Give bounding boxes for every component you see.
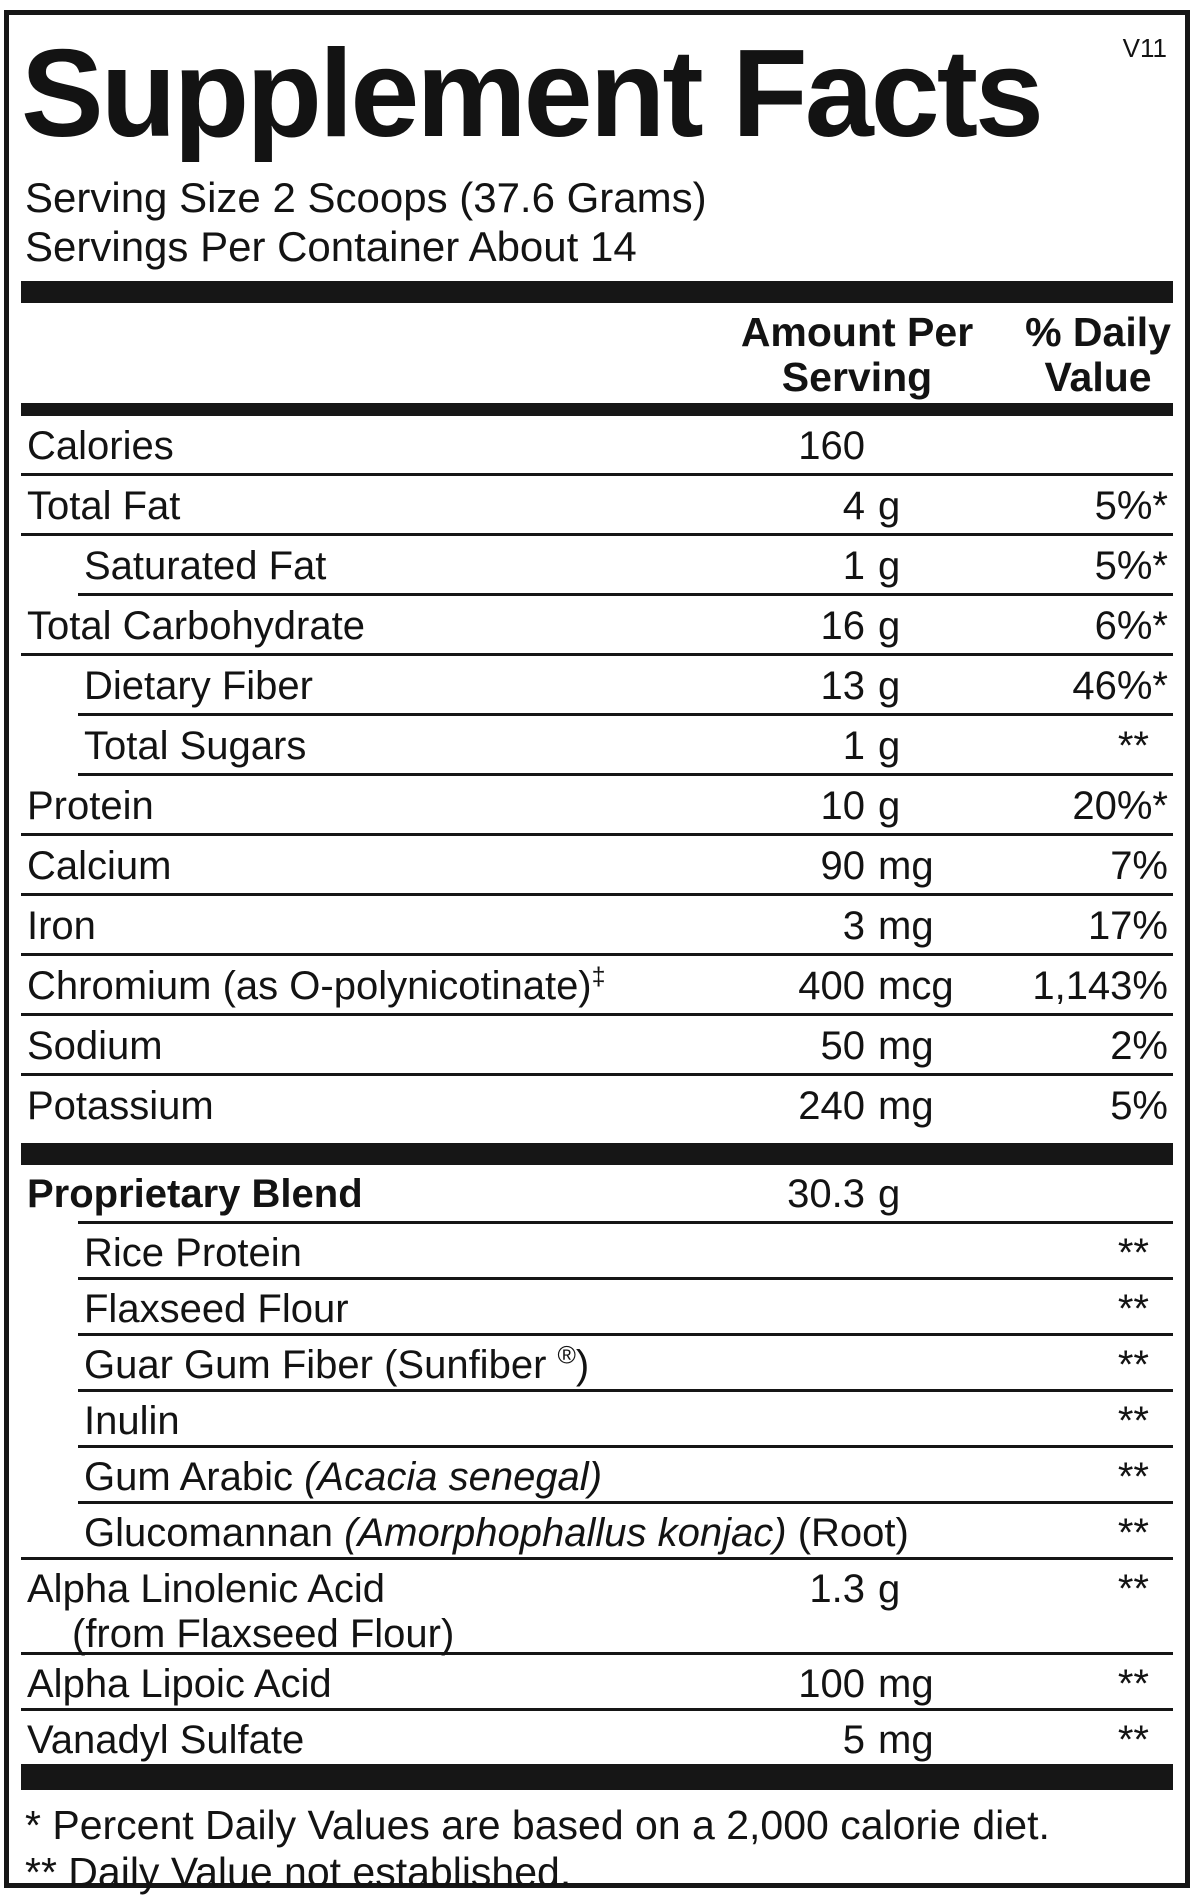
row-daily-value: 20%* (1072, 784, 1168, 828)
row-amount-value: 100 (798, 1662, 865, 1706)
row-name (27, 1084, 214, 1128)
blend-divider-bar (21, 1143, 1173, 1165)
name-text: Total Fat (27, 484, 181, 528)
footnote-not-established: ** Daily Value not established. (25, 1849, 572, 1895)
name-text: Vanadyl Sulfate (27, 1718, 305, 1762)
row-amount-unit: g (878, 604, 901, 648)
panel-content (9, 25, 1185, 1896)
table-row (21, 1336, 1173, 1389)
row-amount-unit: mg (878, 1718, 934, 1762)
table-row (21, 1504, 1173, 1557)
version-code: V11 (1122, 33, 1167, 63)
row-amount-value: 1 (842, 544, 865, 588)
row-daily-value: ** (1117, 1511, 1149, 1555)
table-row (21, 656, 1173, 713)
table-row (21, 1016, 1173, 1073)
row-amount-unit: mcg (878, 964, 954, 1008)
daily-value-column-header (998, 310, 1198, 400)
name-text: (Amorphophallus konjac) (344, 1511, 787, 1555)
row-daily-value: ** (1117, 1287, 1149, 1331)
table-row (21, 536, 1173, 593)
row-name (27, 1662, 332, 1706)
row-amount-unit: g (878, 784, 901, 828)
serving-size: Serving Size 2 Scoops (37.6 Grams) (25, 174, 707, 221)
row-daily-value: 7% (1110, 844, 1168, 888)
name-text: Calcium (27, 844, 172, 888)
table-row (21, 776, 1173, 833)
row-amount-unit: g (878, 1172, 901, 1216)
row-name (84, 664, 313, 708)
row-name (84, 1343, 589, 1387)
name-text: (Acacia senegal) (304, 1455, 603, 1499)
table-row (21, 476, 1173, 533)
table-row (21, 1076, 1173, 1133)
name-superscript: ‡ (591, 962, 606, 991)
row-amount-unit: mg (878, 1662, 934, 1706)
servings-per-container: Servings Per Container About 14 (25, 223, 637, 270)
row-daily-value: 17% (1087, 904, 1168, 948)
row-daily-value: 1,143% (1032, 964, 1168, 1008)
row-name (84, 724, 306, 768)
table-row (21, 416, 1173, 473)
row-name (27, 1024, 163, 1068)
name-text: Guar Gum Fiber (Sunfiber (84, 1343, 558, 1387)
row-name-subline: (from Flaxseed Flour) (72, 1612, 455, 1656)
row-amount-unit: g (878, 544, 901, 588)
column-headers (21, 303, 1173, 403)
row-amount-value: 5 (842, 1718, 865, 1762)
name-text: Saturated Fat (84, 544, 327, 588)
row-amount-unit: g (878, 1567, 901, 1611)
row-name (84, 1287, 349, 1331)
row-daily-value: ** (1117, 1662, 1149, 1706)
name-text: Sodium (27, 1024, 163, 1068)
name-text: Alpha Linolenic Acid (27, 1567, 386, 1611)
row-amount-value: 50 (820, 1024, 865, 1068)
row-daily-value: ** (1117, 1231, 1149, 1275)
row-name (27, 484, 180, 528)
row-name (27, 1718, 304, 1762)
header-divider-bar (21, 403, 1173, 416)
row-name (84, 1511, 909, 1555)
footnotes (21, 1790, 1173, 1896)
row-daily-value: 2% (1110, 1024, 1168, 1068)
row-daily-value: ** (1117, 1399, 1149, 1443)
row-daily-value: ** (1117, 724, 1149, 768)
table-row (21, 1448, 1173, 1501)
row-amount-unit: g (878, 484, 901, 528)
name-text: Rice Protein (84, 1231, 302, 1275)
name-text: Dietary Fiber (84, 664, 313, 708)
row-name (27, 784, 154, 828)
row-amount-value: 30.3 (787, 1172, 865, 1216)
row-amount-value: 240 (798, 1084, 865, 1128)
row-daily-value: 5% (1110, 1084, 1168, 1128)
row-amount-value: 10 (820, 784, 865, 828)
name-text: Protein (27, 784, 154, 828)
name-text: Proprietary Blend (27, 1172, 363, 1216)
row-name (84, 1399, 180, 1443)
row-name (27, 604, 365, 648)
table-row (21, 1711, 1173, 1764)
row-name (27, 904, 96, 948)
serving-info (21, 173, 1173, 271)
table-row (21, 1280, 1173, 1333)
row-daily-value: 46%* (1072, 664, 1168, 708)
name-superscript: ® (557, 1341, 576, 1370)
nutrient-table (21, 416, 1173, 1133)
name-text: Gum Arabic (84, 1455, 305, 1499)
row-amount-value: 160 (798, 424, 865, 468)
name-text: Potassium (27, 1084, 214, 1128)
table-row (21, 1165, 1173, 1221)
row-amount-unit: mg (878, 844, 934, 888)
row-name (27, 964, 606, 1008)
row-amount-unit: g (878, 724, 901, 768)
row-name (27, 424, 174, 468)
proprietary-blend-table (21, 1165, 1173, 1764)
name-text: (Root) (786, 1511, 909, 1555)
table-row (21, 716, 1173, 773)
amount-column-header (697, 310, 1017, 400)
footnote-daily-values: * Percent Daily Values are based on a 2,000 calorie diet. (25, 1802, 1050, 1848)
table-row (21, 1560, 1173, 1656)
row-name (84, 1231, 302, 1275)
name-text: Total Carbohydrate (27, 604, 365, 648)
row-name (27, 1567, 385, 1611)
table-row (21, 836, 1173, 893)
name-text: Flaxseed Flour (84, 1287, 349, 1331)
name-text: Iron (27, 904, 96, 948)
top-divider-bar (21, 281, 1173, 303)
row-daily-value: ** (1117, 1567, 1149, 1611)
row-name (27, 1172, 363, 1216)
row-amount-value: 1.3 (809, 1567, 865, 1611)
name-text: Calories (27, 424, 174, 468)
row-amount-unit: mg (878, 904, 934, 948)
table-row (21, 1655, 1173, 1708)
row-amount-value: 90 (820, 844, 865, 888)
table-row (21, 896, 1173, 953)
name-text: Inulin (84, 1399, 180, 1443)
row-amount-value: 16 (820, 604, 865, 648)
name-text: Total Sugars (84, 724, 307, 768)
row-daily-value: ** (1117, 1343, 1149, 1387)
table-row (21, 596, 1173, 653)
row-amount-value: 400 (798, 964, 865, 1008)
row-daily-value: ** (1117, 1455, 1149, 1499)
dv-header-line1: % Daily (1025, 309, 1171, 355)
name-text: Glucomannan (84, 1511, 345, 1555)
table-row (21, 956, 1173, 1013)
row-name (84, 1455, 602, 1499)
row-amount-unit: mg (878, 1024, 934, 1068)
row-amount-value: 3 (842, 904, 865, 948)
row-amount-value: 4 (842, 484, 865, 528)
row-daily-value: 6%* (1094, 604, 1168, 648)
panel-title: Supplement Facts (21, 25, 1041, 163)
amount-header-line1: Amount Per (740, 309, 974, 355)
amount-header-line2: Serving (781, 354, 933, 400)
name-text: Alpha Lipoic Acid (27, 1662, 332, 1706)
dv-header-line2: Value (1044, 354, 1152, 400)
row-amount-unit: g (878, 664, 901, 708)
row-amount-value: 13 (820, 664, 865, 708)
row-daily-value: ** (1117, 1718, 1149, 1762)
table-row (21, 1392, 1173, 1445)
row-name (84, 544, 326, 588)
footer-divider-bar (21, 1764, 1173, 1790)
name-text: ) (575, 1343, 590, 1387)
table-row (21, 1224, 1173, 1277)
row-daily-value: 5%* (1094, 544, 1168, 588)
name-text: Chromium (as O-polynicotinate) (27, 964, 592, 1008)
row-amount-unit: mg (878, 1084, 934, 1128)
supplement-facts-panel (4, 10, 1190, 1895)
row-name (27, 844, 171, 888)
row-amount-value: 1 (842, 724, 865, 768)
row-daily-value: 5%* (1094, 484, 1168, 528)
